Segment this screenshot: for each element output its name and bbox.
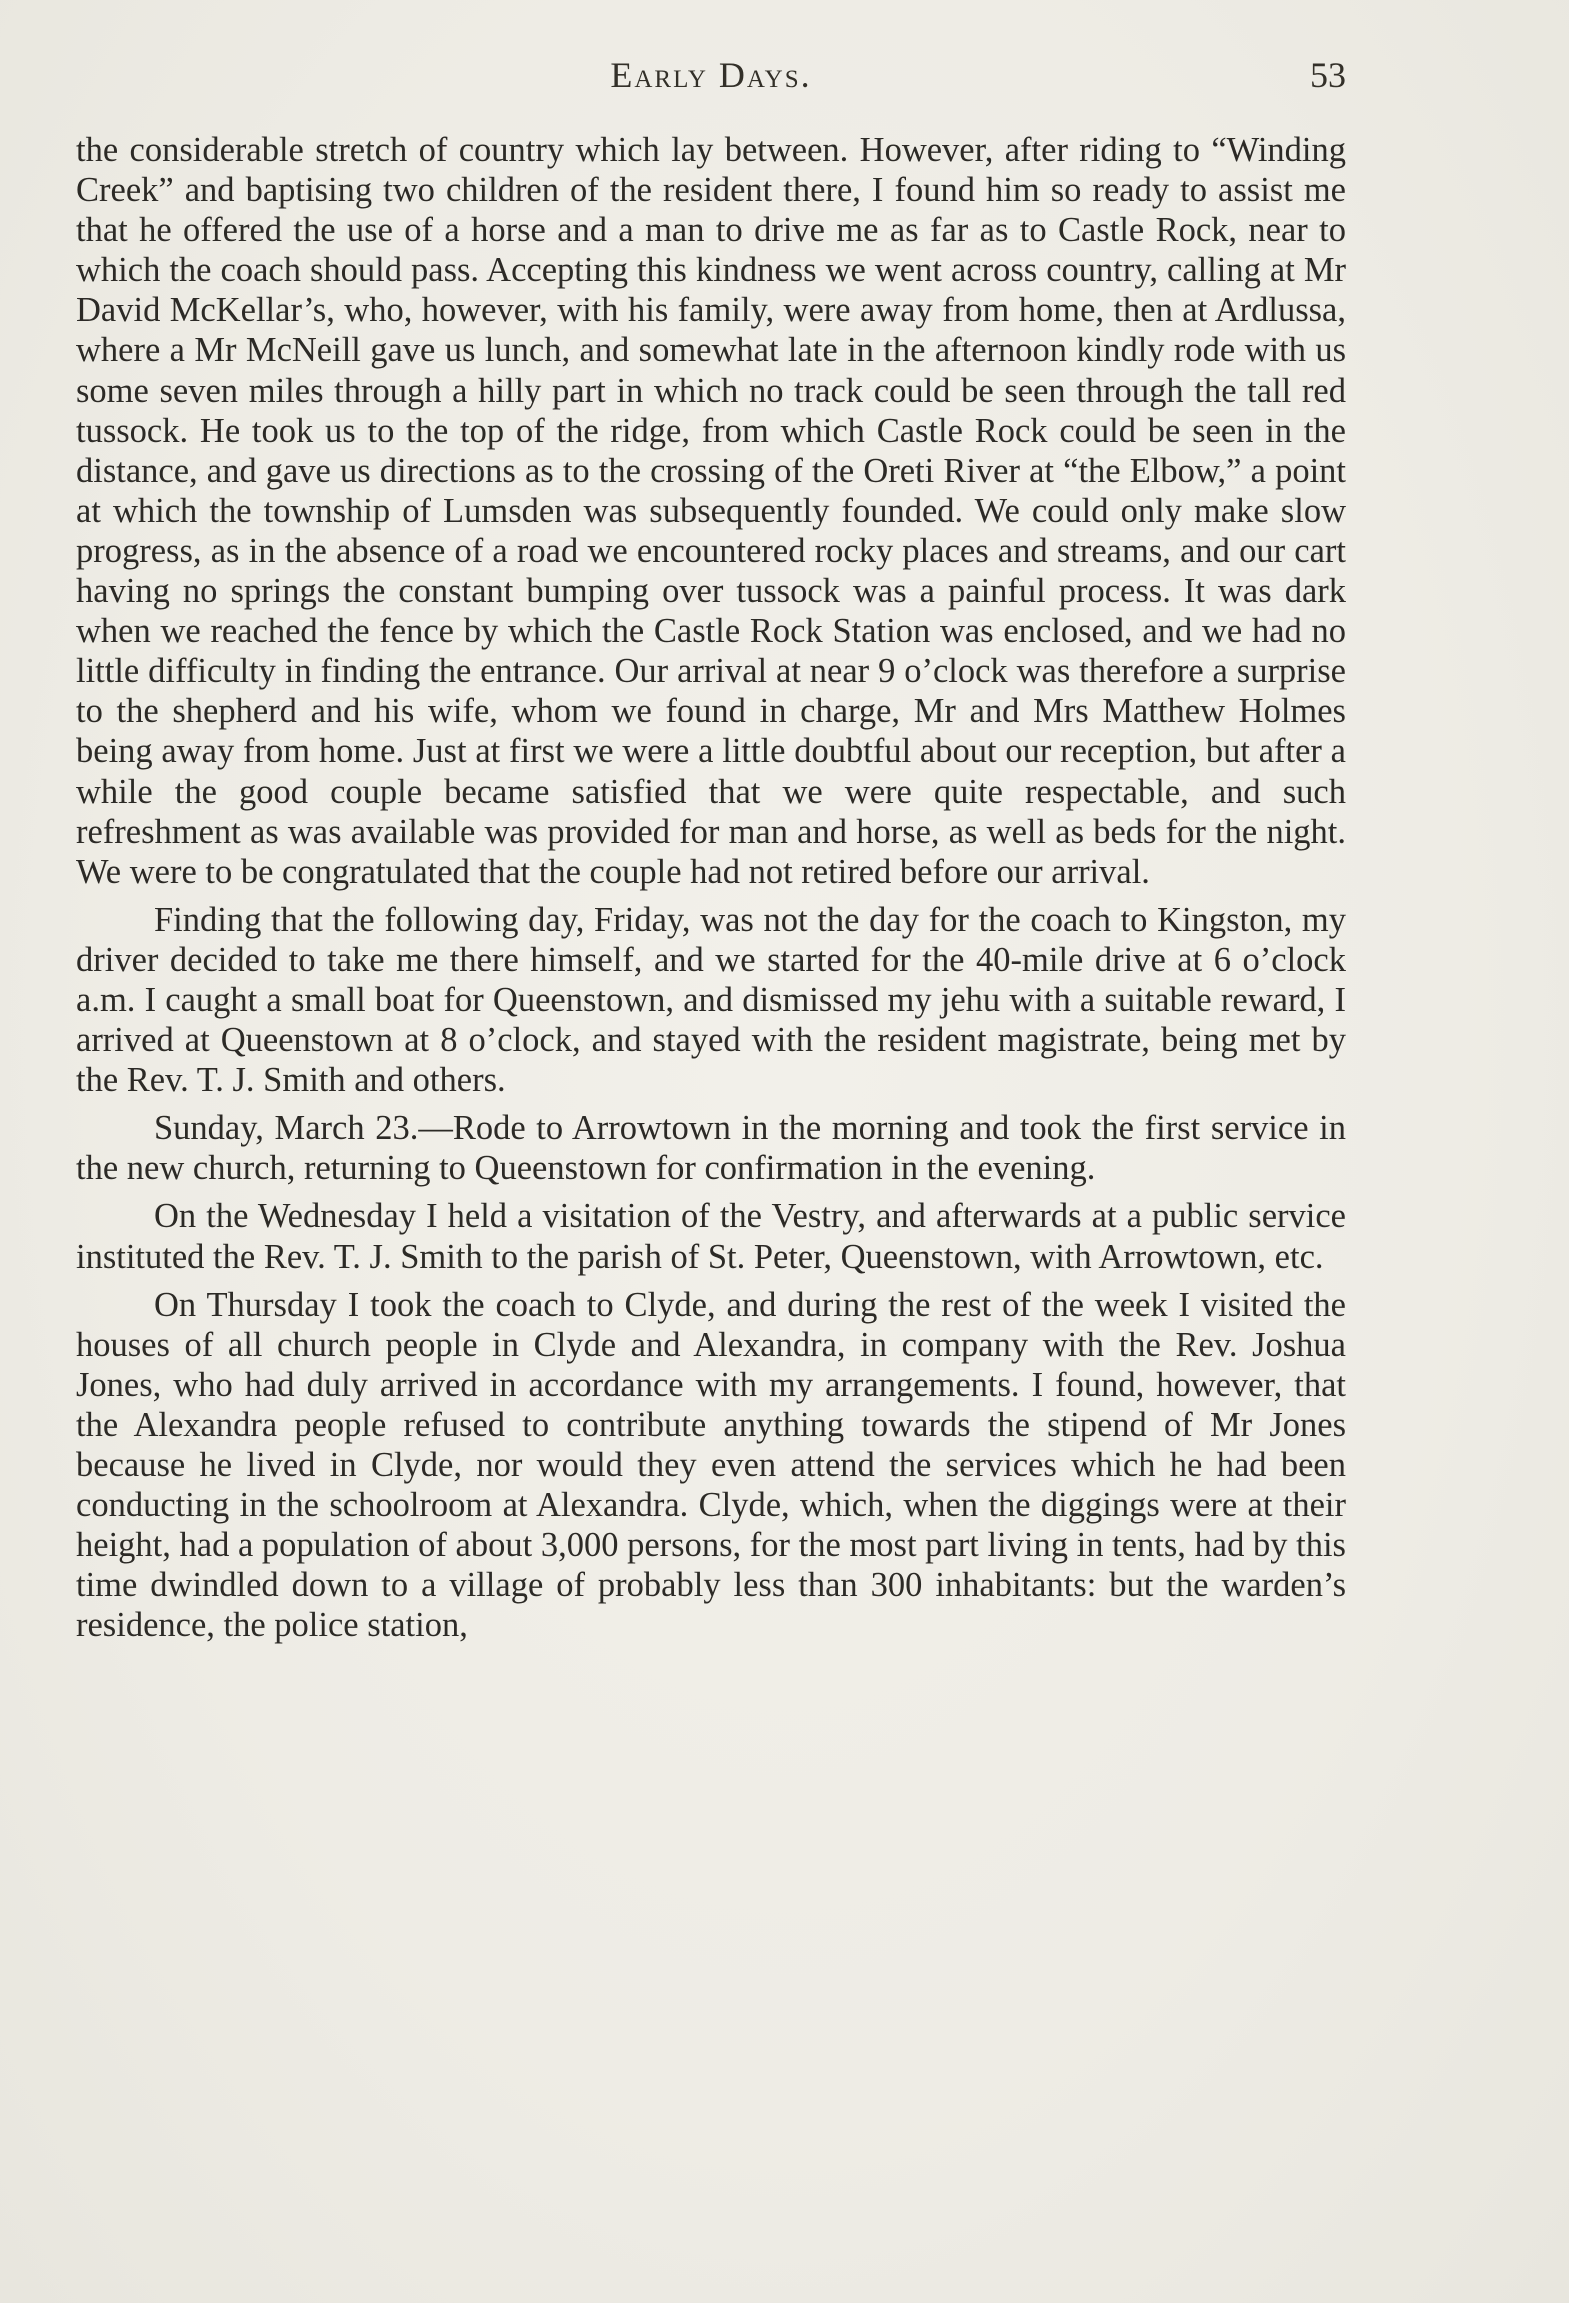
- paragraph-3: Sunday, March 23.—Rode to Arrowtown in the morning and took the first service in the new church, returning to Queenstown for confirmation in the evening.: [76, 1109, 1346, 1188]
- paragraph-5: On Thursday I took the coach to Clyde, and during the rest of the week I visited the houses of all church people in Clyde and Alexandra, in company with the Rev. Joshua Jones, who had duly arrived in accordance with my arrangements. I found, however, that the Alexandra people refused to contribute anything towards the stipend of Mr Jones because he lived in Clyde, nor would they even attend the services which he had been conducting in the schoolroom at Alexandra. Clyde, which, when the diggings were at their height, had a population of about 3,000 persons, for the most part living in tents, had by this time dwindled down to a village of probably less than 300 inhabitants: but the warden’s residence, the police station,: [76, 1285, 1346, 1645]
- paragraph-1: the considerable stretch of country which lay between. However, after riding to “Winding Creek” and baptising two children of the resident there, I found him so ready to assist me that he offered the use of a horse and a man to drive me as far as to Castle Rock, near to which the coach should pass. Accepting this kindness we went across country, calling at Mr David McKellar’s, who, however, with his family, were away from home, then at Ardlussa, where a Mr McNeill gave us lunch, and somewhat late in the afternoon kindly rode with us some seven miles through a hilly part in which no track could be seen through the tall red tussock. He took us to the top of the ridge, from which Castle Rock could be seen in the distance, and gave us directions as to the crossing of the Oreti River at “the Elbow,” a point at which the township of Lumsden was subsequently founded. We could only make slow progress, as in the absence of a road we encountered rocky places and streams, and our cart having no springs the constant bumping over tussock was a painful process. It was dark when we reached the fence by which the Castle Rock Station was enclosed, and we had no little difficulty in finding the entrance. Our arrival at near 9 o’clock was therefore a surprise to the shepherd and his wife, whom we found in charge, Mr and Mrs Matthew Holmes being away from home. Just at first we were a little doubtful about our reception, but after a while the good couple became satisfied that we were quite respectable, and such refreshment as was available was provided for man and horse, as well as beds for the night. We were to be congratulated that the couple had not retired before our arrival.: [76, 131, 1346, 891]
- running-head: [76, 54, 1346, 104]
- page-number: 53: [1310, 55, 1346, 95]
- running-title: Early Days.: [610, 55, 812, 95]
- body-text: [76, 130, 1346, 1645]
- paragraph-2: Finding that the following day, Friday, was not the day for the coach to Kingston, my driver decided to take me there himself, and we started for the 40-mile drive at 6 o’clock a.m. I caught a small boat for Queenstown, and dismissed my jehu with a suitable reward, I arrived at Queenstown at 8 o’clock, and stayed with the resident magistrate, being met by the Rev. T. J. Smith and others.: [76, 900, 1346, 1100]
- paragraph-4: On the Wednesday I held a visitation of the Vestry, and afterwards at a public service instituted the Rev. T. J. Smith to the parish of St. Peter, Queenstown, with Arrowtown, etc.: [76, 1197, 1346, 1276]
